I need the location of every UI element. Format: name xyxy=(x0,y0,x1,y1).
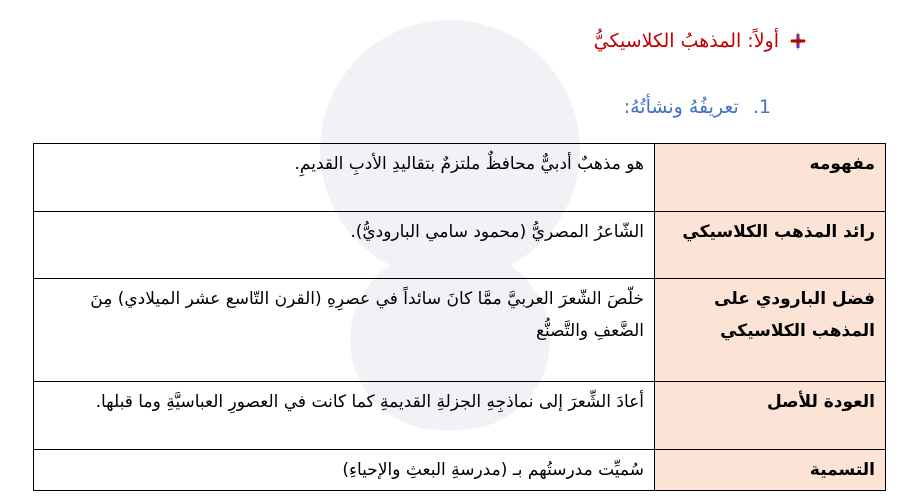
table-row xyxy=(34,450,886,491)
row-value: الشّاعرُ المصريُّ (محمود سامي الباروديُّ). xyxy=(34,212,655,279)
row-value: أعادَ الشِّعرَ إلى نماذجِهِ الجزلةِ القديمةِ كما كانت في العصورِ العباسيَّةِ وما قبلها. xyxy=(34,382,655,450)
table-row xyxy=(34,279,886,382)
row-label: فضل البارودي على المذهب الكلاسيكي xyxy=(655,279,886,382)
row-label: العودة للأصل xyxy=(655,382,886,450)
four-point-star-bullet-icon xyxy=(787,30,809,52)
table-row xyxy=(34,144,886,212)
row-label: رائد المذهب الكلاسيكي xyxy=(655,212,886,279)
table-row xyxy=(34,212,886,279)
row-value: خلّصَ الشّعرَ العربيَّ ممَّا كانَ سائداً في عصرِهِ (القرن التّاسع عشر الميلادي) مِنَ الضَّعفِ والتَّصنُّع xyxy=(34,279,655,382)
row-label: مفهومه xyxy=(655,144,886,212)
subsection-number: 1. xyxy=(752,96,771,118)
row-label: التسمية xyxy=(655,450,886,491)
subsection-heading xyxy=(624,96,771,118)
table-row xyxy=(34,382,886,450)
subsection-text: تعريفُهُ ونشأتُهُ: xyxy=(623,96,739,118)
row-value: هو مذهبٌ أدبيٌّ محافظٌ ملتزمٌ بتقاليدِ الأدبِ القديمِ. xyxy=(34,144,655,212)
section-heading xyxy=(594,30,809,52)
section-heading-text: أولاً: المذهبُ الكلاسيكيُّ xyxy=(593,30,779,52)
definition-table xyxy=(33,143,886,491)
row-value: سُميِّت مدرستُهم بـ (مدرسةِ البعثِ والإحياءِ) xyxy=(34,450,655,491)
